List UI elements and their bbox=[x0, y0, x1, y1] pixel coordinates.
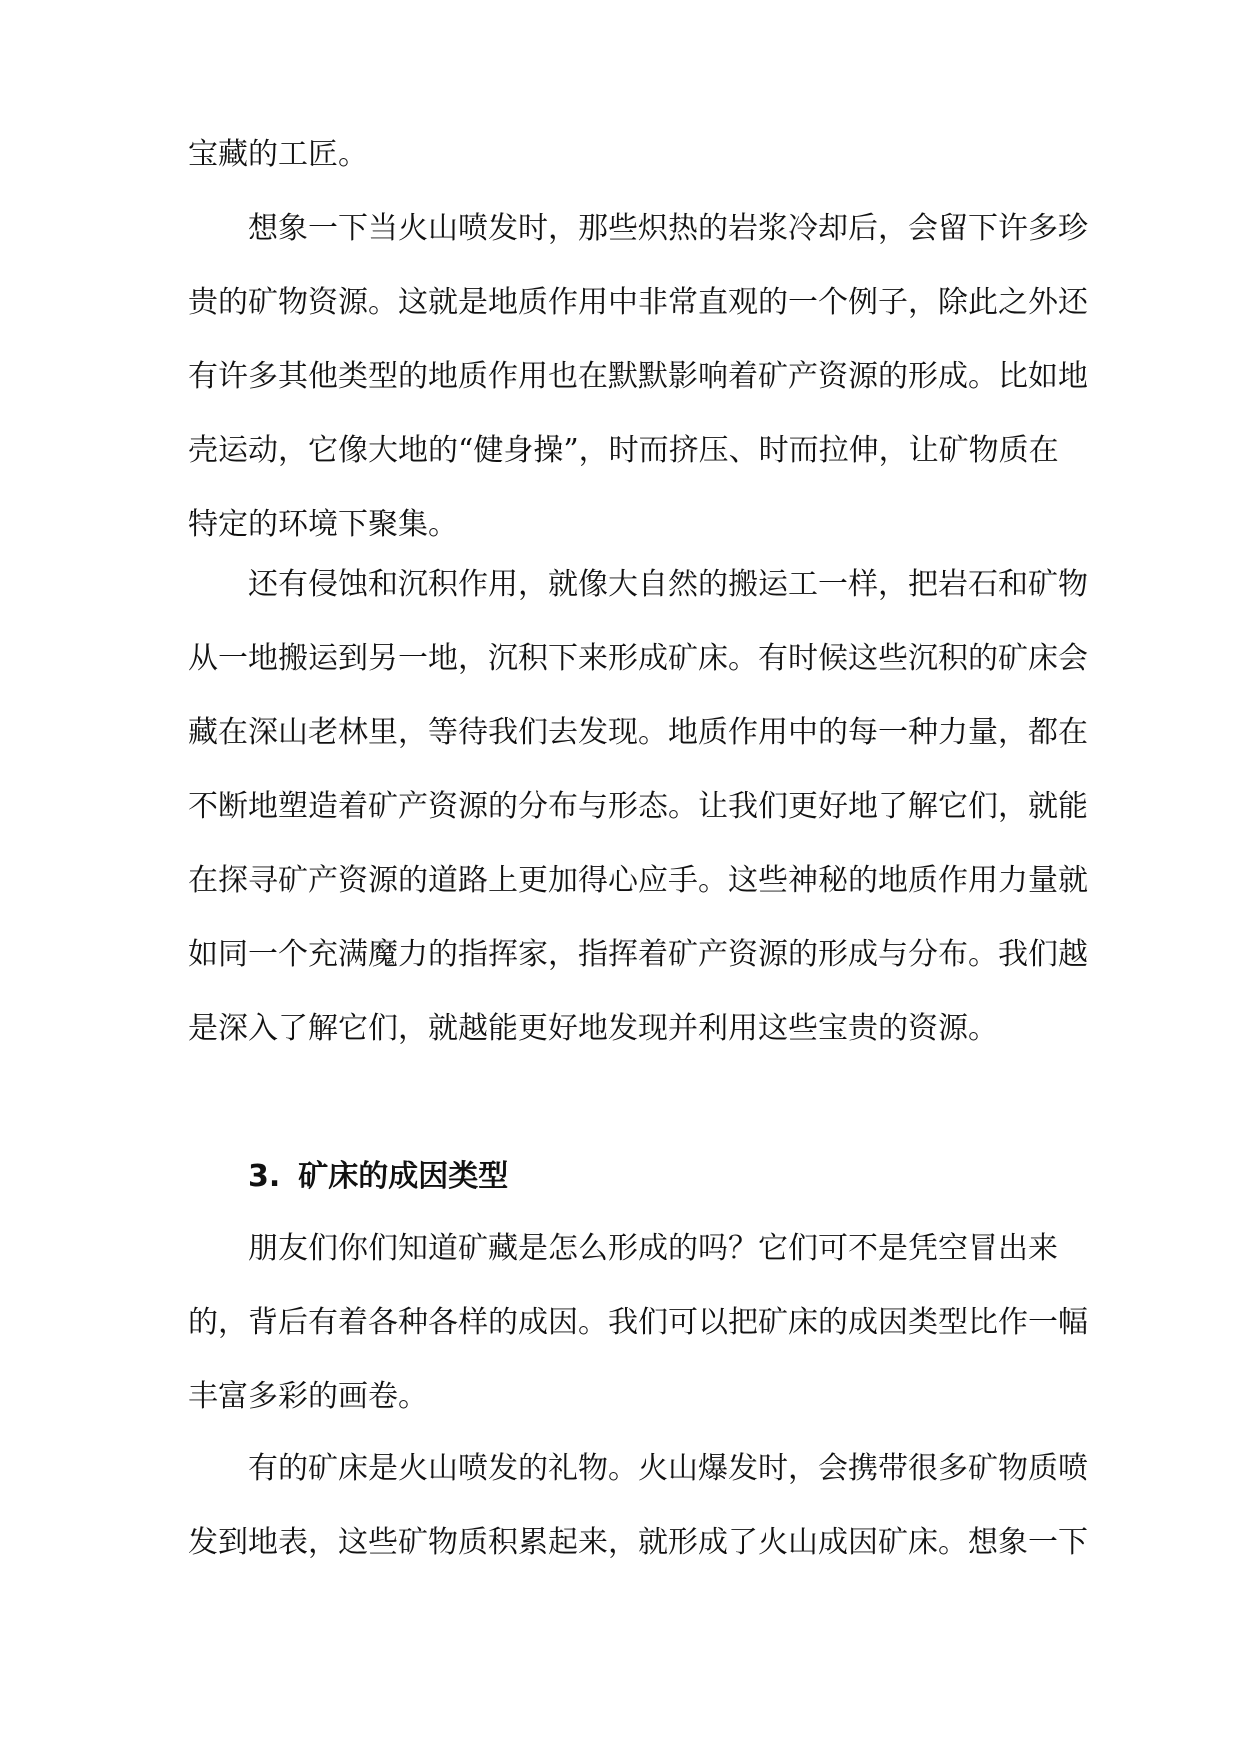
paragraph-line: 贵的矿物资源。这就是地质作用中非常直观的一个例子，除此之外还 bbox=[188, 285, 1088, 320]
paragraph-line: 特定的环境下聚集。 bbox=[188, 507, 458, 542]
paragraph-line: 的，背后有着各种各样的成因。我们可以把矿床的成因类型比作一幅 bbox=[188, 1305, 1088, 1340]
section-heading bbox=[248, 1140, 508, 1214]
section-title: 矿床的成因类型 bbox=[298, 1159, 509, 1194]
paragraph-continuation bbox=[188, 118, 1058, 192]
paragraph-ore-formation bbox=[188, 1212, 1088, 1434]
paragraph-line: 不断地塑造着矿产资源的分布与形态。让我们更好地了解它们，就能 bbox=[188, 789, 1088, 824]
paragraph-line: 有许多其他类型的地质作用也在默默影响着矿产资源的形成。比如地 bbox=[188, 359, 1088, 394]
paragraph-line: 还有侵蚀和沉积作用，就像大自然的搬运工一样，把岩石和矿物 bbox=[248, 567, 1088, 602]
paragraph-line: 丰富多彩的画卷。 bbox=[188, 1379, 428, 1414]
paragraph-line: 宝藏的工匠。 bbox=[188, 137, 368, 172]
paragraph-line: 发到地表，这些矿物质积累起来，就形成了火山成因矿床。想象一下 bbox=[188, 1525, 1088, 1560]
paragraph-volcanic-deposits bbox=[188, 1432, 1088, 1580]
paragraph-line: 如同一个充满魔力的指挥家，指挥着矿产资源的形成与分布。我们越 bbox=[188, 937, 1088, 972]
section-number: 3. bbox=[248, 1159, 281, 1194]
paragraph-volcano bbox=[188, 192, 1088, 562]
paragraph-line: 从一地搬运到另一地，沉积下来形成矿床。有时候这些沉积的矿床会 bbox=[188, 641, 1088, 676]
paragraph-line: 藏在深山老林里，等待我们去发现。地质作用中的每一种力量，都在 bbox=[188, 715, 1088, 750]
paragraph-line: 是深入了解它们，就越能更好地发现并利用这些宝贵的资源。 bbox=[188, 1011, 998, 1046]
paragraph-line: 朋友们你们知道矿藏是怎么形成的吗？它们可不是凭空冒出来 bbox=[248, 1231, 1058, 1266]
paragraph-line: 壳运动，它像大地的“健身操”，时而挤压、时而拉伸，让矿物质在 bbox=[188, 433, 1059, 468]
paragraph-line: 有的矿床是火山喷发的礼物。火山爆发时，会携带很多矿物质喷 bbox=[248, 1451, 1088, 1486]
paragraph-line: 在探寻矿产资源的道路上更加得心应手。这些神秘的地质作用力量就 bbox=[188, 863, 1088, 898]
paragraph-erosion bbox=[188, 548, 1088, 1066]
paragraph-line: 想象一下当火山喷发时，那些炽热的岩浆冷却后，会留下许多珍 bbox=[248, 211, 1088, 246]
